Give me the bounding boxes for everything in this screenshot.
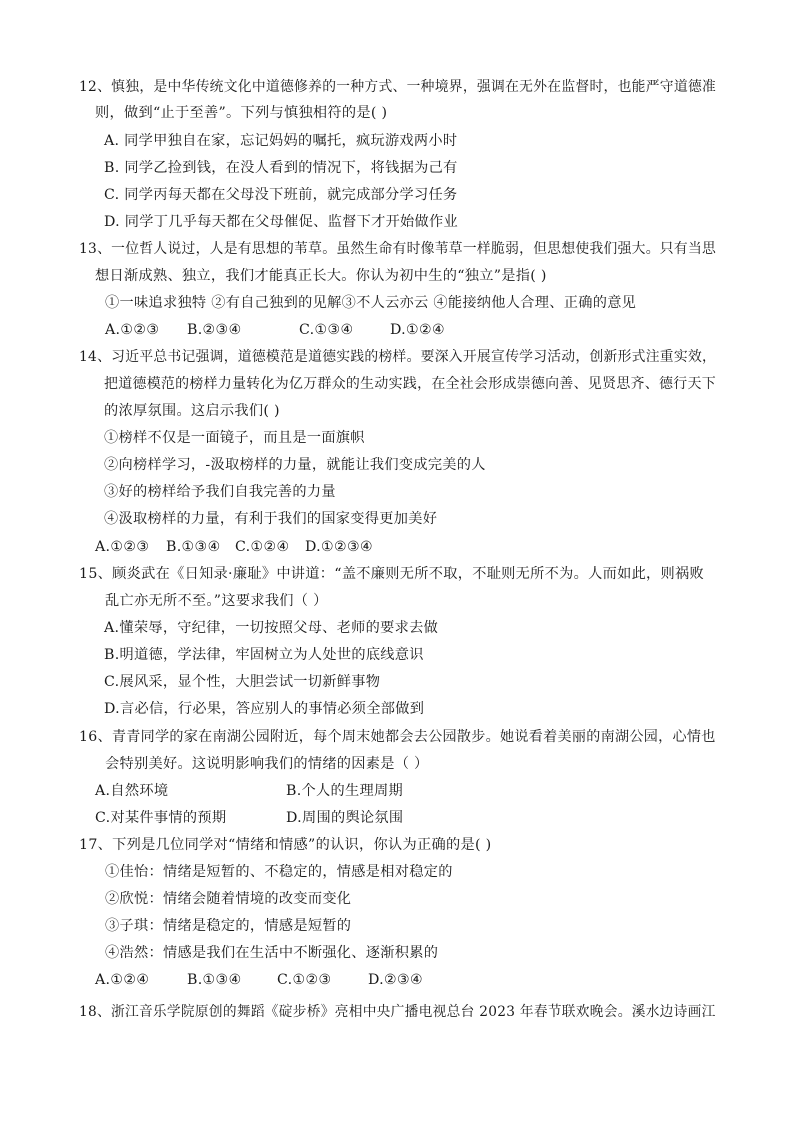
question-14-choice-c: C.①②④ xyxy=(235,539,290,555)
question-16-stem-line-2: 会特别美好。这说明影响我们的情绪的因素是（ ） xyxy=(105,756,429,772)
question-12-option-c: C. 同学丙每天都在父母没下班前，就完成部分学习任务 xyxy=(104,187,458,203)
question-13-choice-c: C.①③④ xyxy=(299,322,354,338)
question-15-option-b: B.明道德，学法律，牢固树立为人处世的底线意识 xyxy=(104,647,424,663)
question-17-statement-1: ①佳怡：情绪是短暂的、不稳定的，情感是相对稳定的 xyxy=(105,864,453,880)
question-18-stem-line-1: 18、浙江音乐学院原创的舞蹈《碇步桥》亮相中央广播电视总台 2023 年春节联欢晚会。溪水边诗画江 xyxy=(79,1004,716,1020)
question-17-statement-2: ②欣悦：情绪会随着情境的改变而变化 xyxy=(105,891,352,907)
question-14-choice-d: D.①②③④ xyxy=(305,539,374,555)
question-17-choice-c: C.①②③ xyxy=(277,972,332,988)
question-14-stem-line-1: 14、习近平总书记强调，道德模范是道德实践的榜样。要深入开展宣传学习活动，创新形式注重实效， xyxy=(79,349,717,365)
question-15-option-d: D.言必信，行必果，答应别人的事情必须全部做到 xyxy=(104,701,425,717)
question-17-stem: 17、下列是几位同学对“情绪和情感”的认识，你认为正确的是( ) xyxy=(79,837,492,853)
question-15-option-c: C.展风采，显个性，大胆尝试一切新鲜事物 xyxy=(104,674,381,690)
question-16-choice-c: C.对某件事情的预期 xyxy=(95,810,227,826)
question-16-stem-line-1: 16、青青同学的家在南湖公园附近，每个周末她都会去公园散步。她说看着美丽的南湖公园，心情也 xyxy=(79,729,716,745)
question-14-choice-a: A.①②③ xyxy=(95,539,150,555)
question-16-choice-b: B.个人的生理周期 xyxy=(286,783,403,799)
question-13-stem-line-2: 想日渐成熟、独立，我们才能真正长大。你认为初中生的“独立”是指( ) xyxy=(95,268,547,284)
question-12-option-a: A. 同学甲独自在家，忘记妈妈的嘱托，疯玩游戏两小时 xyxy=(104,133,458,149)
question-17-choice-a: A.①②④ xyxy=(95,972,150,988)
question-15-stem-line-1: 15、顾炎武在《日知录·廉耻》中讲道：“盖不廉则无所不取，不耻则无所不为。人而如此，则祸败 xyxy=(79,566,705,582)
question-12-stem-line-1: 12、慎独，是中华传统文化中道德修养的一种方式、一种境界，强调在无外在监督时，也能严守道德准 xyxy=(79,79,717,95)
question-17-choice-b: B.①③④ xyxy=(187,972,242,988)
question-17-statement-3: ③子琪：情绪是稳定的，情感是短暂的 xyxy=(105,918,352,934)
question-12-option-b: B. 同学乙捡到钱，在没人看到的情况下，将钱据为己有 xyxy=(104,160,458,176)
question-13-choice-a: A.①②③ xyxy=(105,322,160,338)
question-12-stem-line-2: 则，做到“止于至善”。下列与慎独相符的是( ) xyxy=(95,105,388,121)
question-14-stem-line-2: 把道德模范的榜样力量转化为亿万群众的生动实践，在全社会形成崇德向善、见贤思齐、德行天下 xyxy=(104,376,716,392)
question-14-statement-4: ④汲取榜样的力量，有利于我们的国家变得更加美好 xyxy=(104,511,438,527)
question-16-choice-d: D.周围的舆论氛围 xyxy=(286,810,404,826)
question-14-stem-line-3: 的浓厚氛围。这启示我们( ) xyxy=(104,403,280,419)
question-14-statement-2: ②向榜样学习，-汲取榜样的力量，就能让我们变成完美的人 xyxy=(104,457,486,473)
question-13-choice-b: B.②③④ xyxy=(187,322,242,338)
question-13-stem-line-1: 13、一位哲人说过，人是有思想的苇草。虽然生命有时像苇草一样脆弱，但思想使我们强大。只有当思 xyxy=(79,241,717,257)
question-16-choice-a: A.自然环境 xyxy=(95,783,169,799)
question-17-statement-4: ④浩然：情感是我们在生活中不断强化、逐渐积累的 xyxy=(105,945,439,961)
question-14-statement-1: ①榜样不仅是一面镜子，而且是一面旗帜 xyxy=(104,430,365,446)
question-13-choice-d: D.①②④ xyxy=(390,322,446,338)
question-13-statements: ①一味追求独特 ②有自己独到的见解③不人云亦云 ④能接纳他人合理、正确的意见 xyxy=(105,295,637,311)
question-15-option-a: A.懂荣辱，守纪律，一切按照父母、老师的要求去做 xyxy=(104,620,439,636)
question-12-option-d: D. 同学丁几乎每天都在父母催促、监督下才开始做作业 xyxy=(104,214,459,230)
question-15-stem-line-2: 乱亡亦无所不至。”这要求我们（ ） xyxy=(105,593,328,609)
question-17-choice-d: D.②③④ xyxy=(368,972,424,988)
question-14-choice-b: B.①③④ xyxy=(166,539,221,555)
question-14-statement-3: ③好的榜样给予我们自我完善的力量 xyxy=(104,484,336,500)
